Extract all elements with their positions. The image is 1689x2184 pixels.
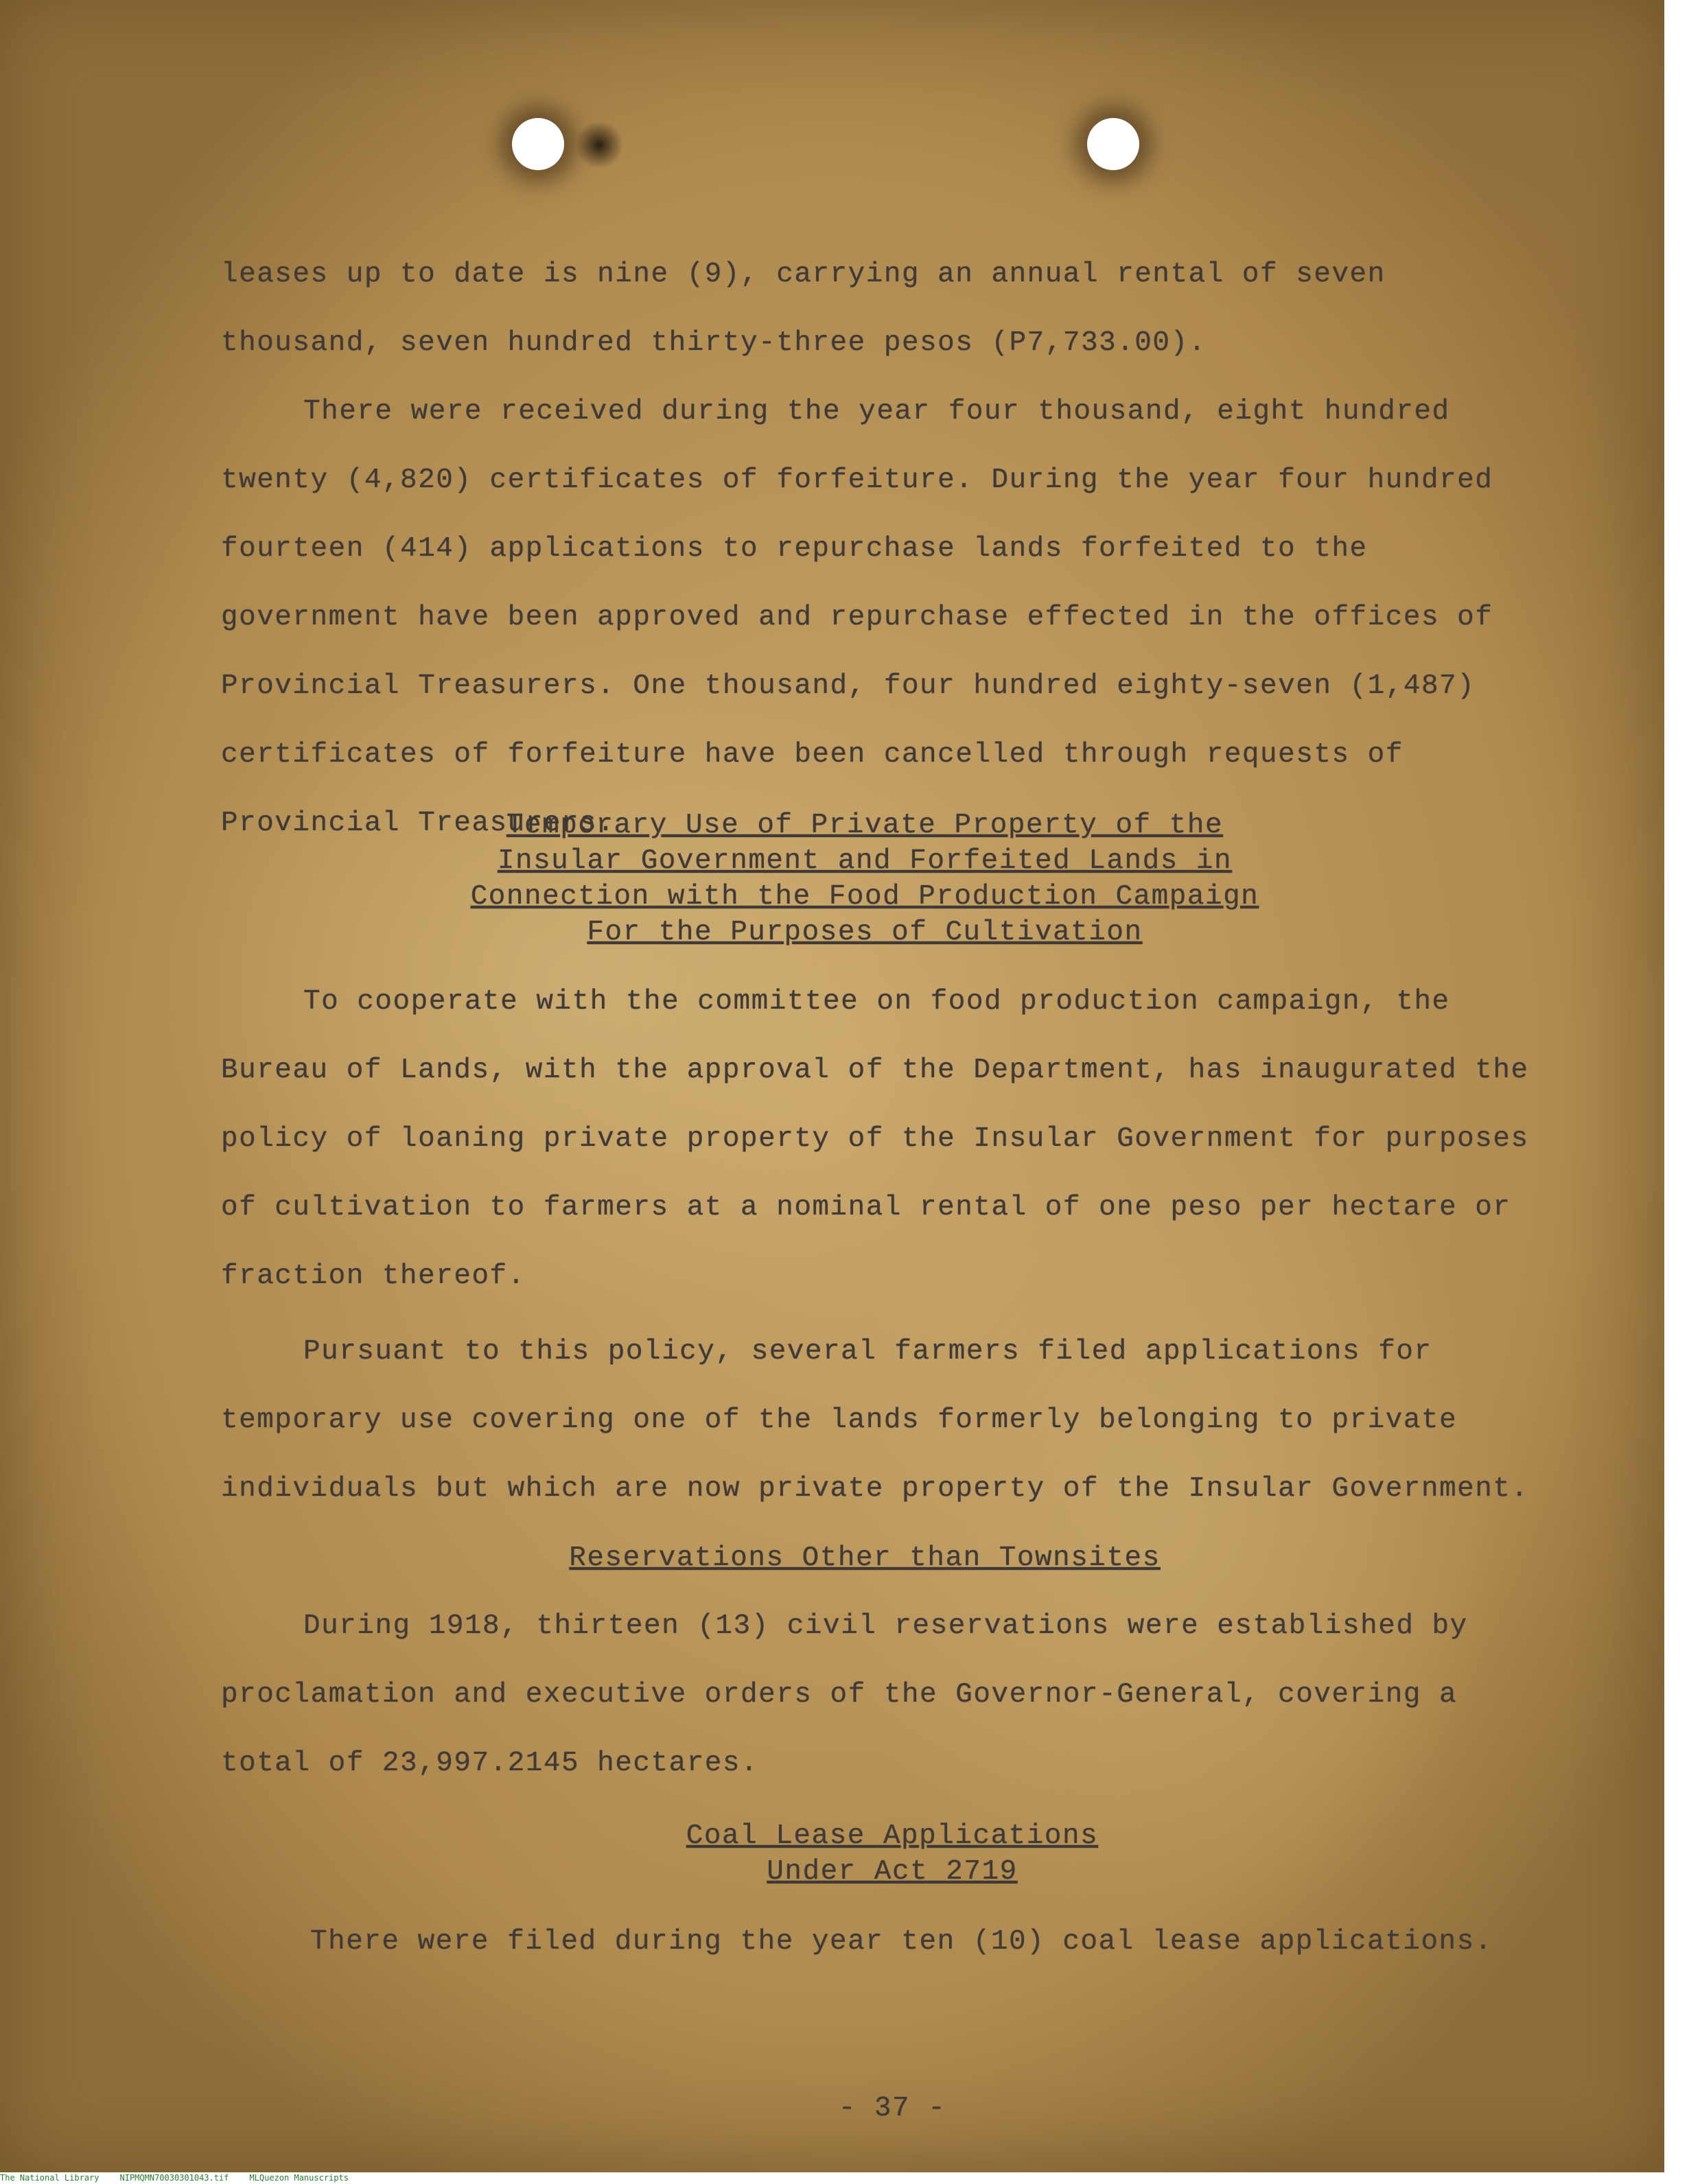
scan-margin [1664,0,1689,2172]
heading-temporary-use-line-3: Connection with the Food Production Campaign [470,881,1259,913]
heading-temporary-use-line-1: Temporary Use of Private Property of the [506,810,1224,841]
heading-temporary-use-line-2: Insular Government and Forfeited Lands in [497,845,1233,877]
heading-coal-lease [549,1818,1235,1890]
paragraph-forfeiture: There were received during the year four thousand, eight hundred twenty (4,820) certificates of forfeiture. During the year four hundred fourteen (414) applications to repurchase lands forfeited to the government have been approved and repurchase effected in the offices of Provincial Treasurers. One thousand, four hundred eighty-seven (1,487) certificates of forfeiture have been cancelled through requests of Provincial Treasurers. [221,396,1493,839]
punch-hole-right [1087,118,1139,170]
archive-footer [0,2172,1689,2184]
heading-coal-lease-line-2: Under Act 2719 [767,1856,1018,1888]
footer-file: NIPMQMN70030301043.tif [119,2173,229,2183]
footer-collection: MLQuezon Manuscripts [249,2173,349,2183]
punch-hole-left [512,118,564,170]
page-number: - 37 - [838,2093,946,2124]
heading-reservations: Reservations Other than Townsites [569,1542,1161,1574]
heading-coal-lease-line-1: Coal Lease Applications [686,1820,1099,1852]
footer-library: The National Library [0,2173,100,2183]
paragraph-pursuant: Pursuant to this policy, several farmers filed applications for temporary use covering one of the lands formerly belonging to private individuals but which are now private property of the Insular Government. [221,1336,1529,1505]
ink-smudge [575,121,623,169]
heading-temporary-use-line-4: For the Purposes of Cultivation [587,917,1143,948]
paragraph-food-production: To cooperate with the committee on food production campaign, the Bureau of Lands, with the approval of the Department, has inaugurated the policy of loaning private property of the Insular Government for purposes of cultivation to farmers at a nominal rental of one peso per hectare or fraction thereof. [221,986,1529,1292]
heading-temporary-use [384,808,1345,950]
paragraph-leases: leases up to date is nine (9), carrying an annual rental of seven thousand, seven hundred thirty-three pesos (P7,733.00). [221,259,1386,359]
paragraph-reservations: During 1918, thirteen (13) civil reservations were established by proclamation and executive orders of the Governor-General, covering a total of 23,997.2145 hectares. [221,1610,1468,1779]
paragraph-coal-lease: There were filed during the year ten (10) coal lease applications. [310,1926,1493,1958]
